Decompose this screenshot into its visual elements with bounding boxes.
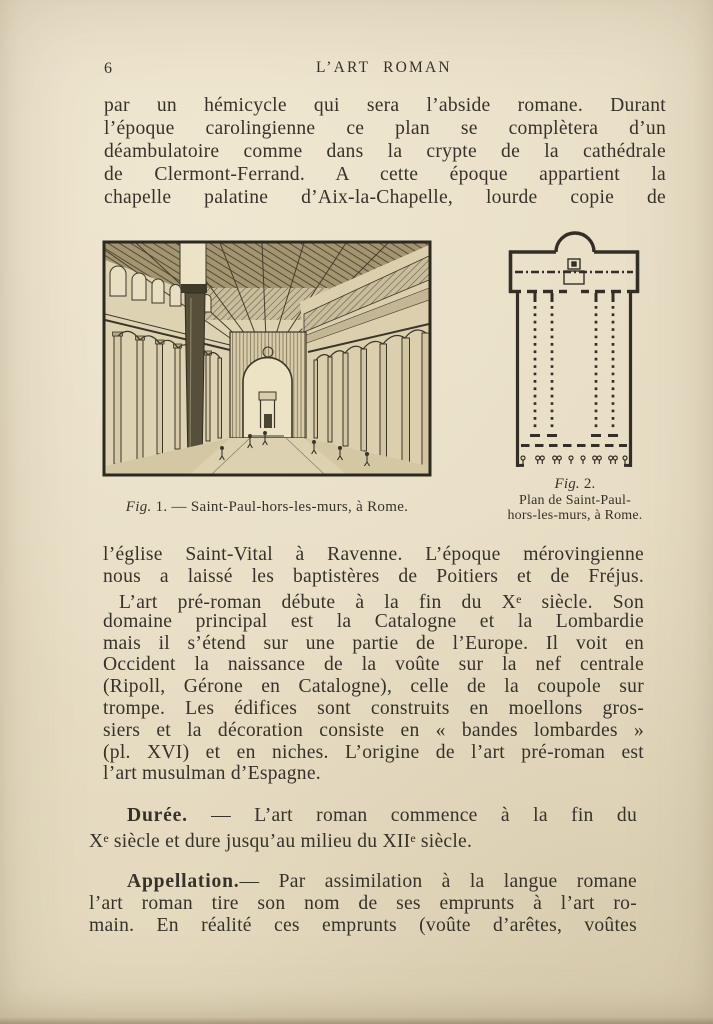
fig2-caption-line3: hors-les-murs, à Rome. bbox=[507, 508, 643, 524]
text-line: (Ripoll, Gérone en Catalogne), celle de la coupole sur bbox=[103, 676, 644, 698]
paragraph-3 bbox=[103, 589, 644, 785]
figure-2-caption bbox=[494, 477, 656, 524]
paragraph-1 bbox=[104, 94, 666, 209]
duree-heading: Durée. bbox=[127, 805, 188, 826]
fig1-caption-text: 1. — Saint-Paul-hors-les-murs, à Rome. bbox=[151, 499, 409, 515]
text-line: Occident la naissance de la voûte sur la nef centrale bbox=[103, 654, 644, 676]
figure-1 bbox=[102, 240, 432, 482]
text-line: siers et la décoration consiste en « bandes lombardes » bbox=[103, 719, 644, 741]
portico-column-glyphs bbox=[521, 456, 627, 464]
text-segment: siècle et dure jusqu’au milieu du XII bbox=[108, 831, 411, 852]
text-line: domaine principal est la Catalogne et la Lombardie bbox=[103, 610, 644, 632]
text-line: l’art roman tire son nom de ses emprunts à l’art ro- bbox=[89, 893, 637, 914]
text-line bbox=[89, 805, 637, 827]
bright-pier bbox=[180, 243, 206, 285]
text-line: l’art musulman d’Espagne. bbox=[103, 763, 321, 785]
central-apse-arch bbox=[230, 332, 306, 438]
text-line: l’église Saint-Vital à Ravenne. L’époque mérovingienne bbox=[103, 544, 644, 565]
superscript-e: e bbox=[103, 831, 109, 845]
text-segment: siècle. bbox=[415, 831, 473, 852]
superscript-e: e bbox=[410, 831, 416, 845]
text-segment: — Par assimilation à la langue romane bbox=[239, 871, 637, 892]
text-line: chapelle palatine d’Aix-la-Chapelle, lourde copie de bbox=[104, 187, 666, 208]
section-appellation bbox=[89, 871, 637, 937]
paragraph-2 bbox=[103, 544, 644, 588]
text-line: mais il s’étend sur une partie de l’Europe. Il voit en bbox=[103, 632, 644, 654]
appellation-heading: Appellation. bbox=[127, 871, 240, 892]
text-line: de Clermont-Ferrand. A cette époque appartient la bbox=[104, 164, 666, 185]
text-line: par un hémicycle qui sera l’abside romane. Durant bbox=[104, 95, 666, 116]
fig1-engraving-svg bbox=[102, 240, 432, 477]
text-line: déambulatoire comme dans la crypte de la cathédrale bbox=[104, 141, 666, 162]
text-segment: — L’art roman commence à la fin du bbox=[187, 805, 637, 826]
text-line: main. En réalité ces emprunts (voûte d’arêtes, voûtes bbox=[89, 915, 637, 936]
text-line bbox=[89, 871, 637, 893]
running-title: L’ART ROMAN bbox=[316, 59, 452, 76]
text-line: nous a laissé les baptistères de Poitiers et de Fréjus. bbox=[103, 565, 644, 587]
text-segment: X bbox=[89, 831, 104, 852]
text-segment: L’art pré-roman débute à la fin du X bbox=[119, 592, 517, 613]
fig2-caption-label: Fig. bbox=[554, 476, 580, 492]
figure-2 bbox=[508, 231, 640, 476]
fig2-plan-svg bbox=[508, 231, 640, 471]
text-line bbox=[103, 589, 644, 611]
text-line: (pl. XVI) et en niches. L’origine de l’art pré-roman est bbox=[103, 741, 644, 763]
section-duree bbox=[89, 805, 637, 852]
text-line: trompe. Les édifices sont construits en moellons gros- bbox=[103, 697, 644, 719]
figure-1-caption bbox=[102, 499, 432, 516]
fig2-caption-line2: Plan de Saint-Paul- bbox=[519, 492, 631, 508]
text-line bbox=[89, 827, 637, 852]
page-number: 6 bbox=[104, 60, 112, 77]
superscript-e: e bbox=[516, 592, 522, 606]
text-line: l’époque carolingienne ce plan se complètera d’un bbox=[104, 118, 666, 139]
text-segment: siècle. Son bbox=[521, 592, 644, 613]
fig2-caption-num: 2. bbox=[579, 476, 596, 492]
fig1-caption-label: Fig. bbox=[125, 499, 152, 515]
